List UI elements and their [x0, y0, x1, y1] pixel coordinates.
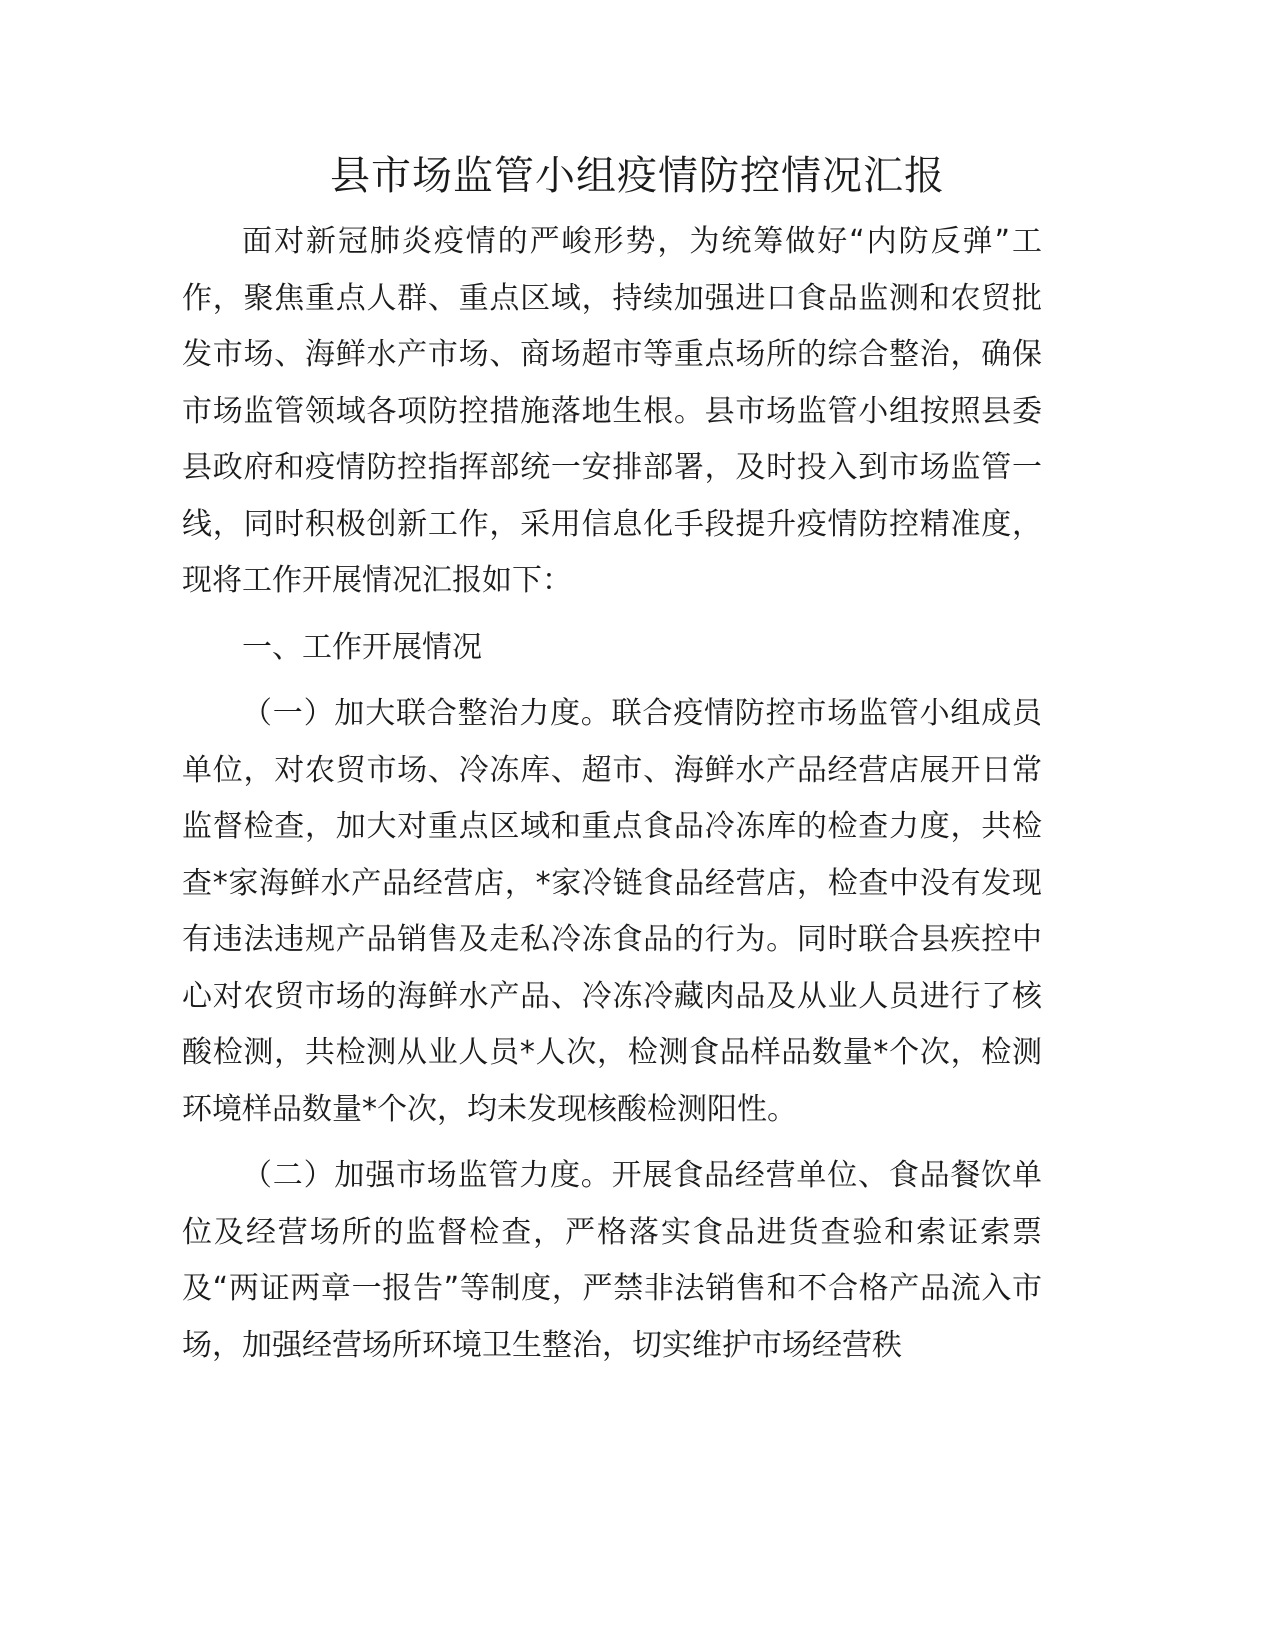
section-paragraph-2: （二）加强市场监管力度。开展食品经营单位、食品餐饮单位及经营场所的监督检查，严格落实食品进货查验和索证索票及“两证两章一报告”等制度，严禁非法销售和不合格产品流入市场，加强经营场所环境卫生整治，切实维护市场经营秩	[182, 1158, 1042, 1363]
intro-paragraph: 面对新冠肺炎疫情的严峻形势，为统筹做好“内防反弹”工作，聚焦重点人群、重点区域，持续加强进口食品监测和农贸批发市场、海鲜水产市场、商场超市等重点场所的综合整治，确保市场监管领域各项防控措施落地生根。县市场监管小组按照县委县政府和疫情防控指挥部统一安排部署，及时投入到市场监管一线，同时积极创新工作，采用信息化手段提升疫情防控精准度，现将工作开展情况汇报如下：	[182, 224, 1042, 598]
document-body	[182, 214, 1042, 1374]
section-paragraph-1: （一）加大联合整治力度。联合疫情防控市场监管小组成员单位，对农贸市场、冷冻库、超市、海鲜水产品经营店展开日常监督检查，加大对重点区域和重点食品冷冻库的检查力度，共检查*家海鲜水产品经营店，*家冷链食品经营店，检查中没有发现有违法违规产品销售及走私冷冻食品的行为。同时联合县疾控中心对农贸市场的海鲜水产品、冷冻冷藏肉品及从业人员进行了核酸检测，共检测从业人员*人次，检测食品样品数量*个次，检测环境样品数量*个次，均未发现核酸检测阳性。	[182, 696, 1042, 1127]
section-heading: 一、工作开展情况	[242, 629, 482, 665]
document-title: 县市场监管小组疫情防控情况汇报	[330, 153, 945, 199]
